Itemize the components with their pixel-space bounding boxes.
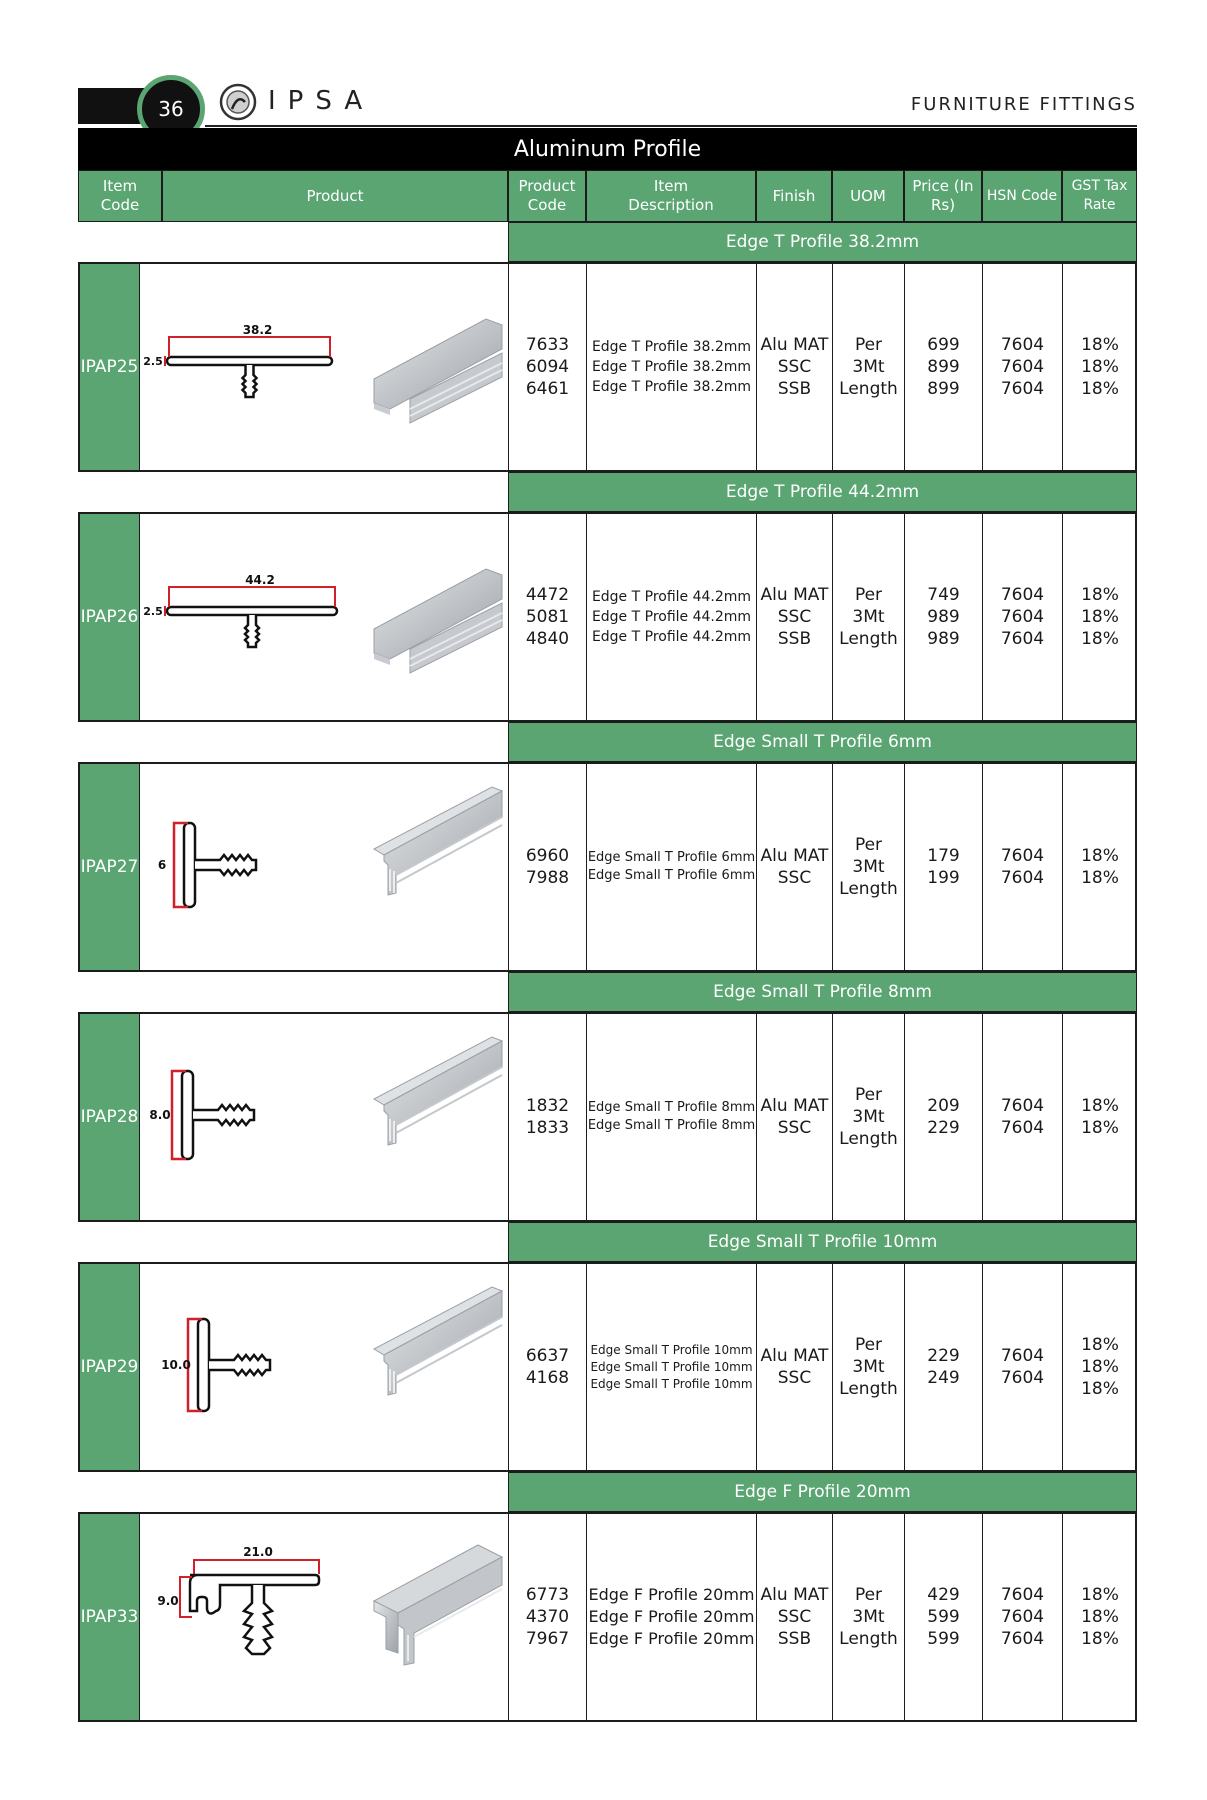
group-title: Edge F Profile 20mm xyxy=(734,1482,911,1502)
cell-value: Edge Small T Profile 8mm xyxy=(587,1118,756,1133)
cell-value: 18% xyxy=(1081,335,1119,355)
cell-value: 699 xyxy=(927,335,960,355)
group-title-bar xyxy=(508,972,1137,1012)
width-dimension-label: 44.2 xyxy=(245,573,275,587)
cell-value: 899 xyxy=(927,357,960,377)
cell-descriptions xyxy=(587,1262,756,1472)
cell-value: 18% xyxy=(1081,1379,1119,1399)
item-code: IPAP26 xyxy=(80,607,139,627)
cell-value: SSC xyxy=(777,1607,812,1627)
header-rule xyxy=(205,125,1137,127)
cell-value: SSC xyxy=(777,868,812,888)
col-head-hsn-code xyxy=(982,170,1062,222)
item-code-cell xyxy=(80,514,140,720)
cell-value: Length xyxy=(839,1129,898,1149)
cell-hsn xyxy=(983,762,1062,972)
cell-value: Length xyxy=(839,379,898,399)
cell-value: 3Mt xyxy=(852,1607,885,1627)
group-title-bar xyxy=(508,222,1137,262)
cell-prices xyxy=(905,512,982,722)
item-code-cell xyxy=(80,1014,140,1220)
cell-gst xyxy=(1063,762,1137,972)
product-photo xyxy=(374,319,502,423)
cell-value: 989 xyxy=(927,607,960,627)
cell-value: Alu MAT xyxy=(760,1346,829,1366)
cell-value: 749 xyxy=(927,585,960,605)
group-title-bar xyxy=(508,472,1137,512)
col-head-label: Item Code xyxy=(100,177,140,214)
cell-value: Alu MAT xyxy=(760,846,829,866)
cell-product-codes xyxy=(509,1012,586,1222)
cell-value: Edge T Profile 38.2mm xyxy=(591,379,752,395)
product-technical-drawing xyxy=(142,767,502,967)
item-code: IPAP28 xyxy=(80,1107,139,1127)
col-head-label: HSN Code xyxy=(986,187,1058,204)
cell-value: 3Mt xyxy=(852,1357,885,1377)
cell-value: Alu MAT xyxy=(760,1096,829,1116)
cell-prices xyxy=(905,1262,982,1472)
cell-value: 4472 xyxy=(525,585,570,605)
col-head-label: GST Tax Rate xyxy=(1071,178,1128,213)
cell-value: Edge F Profile 20mm xyxy=(588,1607,755,1626)
product-photo-group xyxy=(374,1037,502,1145)
product-technical-drawing xyxy=(142,517,502,717)
cell-value: Edge Small T Profile 8mm xyxy=(587,1100,756,1115)
cell-value: SSB xyxy=(777,1629,812,1649)
product-photo xyxy=(374,1037,502,1145)
item-code-cell xyxy=(80,1264,140,1470)
cell-value: 3Mt xyxy=(852,857,885,877)
group-title: Edge Small T Profile 6mm xyxy=(713,732,932,752)
cell-value: 4840 xyxy=(525,629,570,649)
cell-finishes xyxy=(757,512,832,722)
cell-gst xyxy=(1063,1262,1137,1472)
page-number: 36 xyxy=(158,97,184,121)
cell-value: Edge Small T Profile 10mm xyxy=(590,1359,753,1374)
cell-descriptions xyxy=(587,512,756,722)
cell-value: 7604 xyxy=(1000,629,1045,649)
cell-value: 7967 xyxy=(525,1629,570,1649)
table-title: Aluminum Profile xyxy=(78,128,1137,170)
group-title: Edge Small T Profile 10mm xyxy=(707,1232,938,1252)
cell-product-codes xyxy=(509,262,586,472)
cell-value: SSC xyxy=(777,1368,812,1388)
item-code: IPAP25 xyxy=(80,357,139,377)
cell-value: 6461 xyxy=(525,379,570,399)
profile-stem xyxy=(195,855,256,875)
product-photo xyxy=(374,1287,502,1395)
cell-uom xyxy=(833,1012,904,1222)
cell-finishes xyxy=(757,762,832,972)
cell-product-codes xyxy=(509,1262,586,1472)
cell-value: 4168 xyxy=(525,1368,570,1388)
group-title-bar xyxy=(508,1222,1137,1262)
cell-value: 7604 xyxy=(1000,868,1045,888)
cell-value: Edge T Profile 44.2mm xyxy=(591,609,752,625)
cell-value: 1832 xyxy=(525,1096,570,1116)
cell-descriptions xyxy=(587,1512,756,1722)
cell-value: Edge Small T Profile 10mm xyxy=(590,1376,753,1391)
cell-hsn xyxy=(983,262,1062,472)
col-head-label: Finish xyxy=(772,186,816,205)
cell-value: 7604 xyxy=(1000,585,1045,605)
cell-prices xyxy=(905,762,982,972)
cell-uom xyxy=(833,512,904,722)
cell-descriptions xyxy=(587,762,756,972)
cell-hsn xyxy=(983,512,1062,722)
cell-value: 229 xyxy=(927,1118,960,1138)
cell-value: SSC xyxy=(777,1118,812,1138)
cell-value: 7633 xyxy=(525,335,570,355)
width-dimension-label: 21.0 xyxy=(243,1545,273,1559)
cell-value: 18% xyxy=(1081,379,1119,399)
col-head-price xyxy=(904,170,982,222)
cell-value: Edge F Profile 20mm xyxy=(588,1585,755,1604)
cell-value: 3Mt xyxy=(852,357,885,377)
product-photo xyxy=(374,1545,502,1665)
thickness-dimension-label: 2.5 xyxy=(143,605,163,618)
product-technical-drawing xyxy=(142,1267,502,1467)
cell-value: 18% xyxy=(1081,846,1119,866)
col-head-label: UOM xyxy=(850,186,886,205)
width-dimension-line xyxy=(169,587,335,607)
cell-value: 899 xyxy=(927,379,960,399)
group-title: Edge T Profile 44.2mm xyxy=(725,482,920,502)
cell-value: Per xyxy=(854,1335,883,1355)
cell-value: 179 xyxy=(927,846,960,866)
profile-stem xyxy=(193,1105,254,1125)
profile-bar xyxy=(184,823,195,907)
cell-value: Length xyxy=(839,629,898,649)
cell-value: 7604 xyxy=(1000,357,1045,377)
cell-value: 7604 xyxy=(1000,607,1045,627)
cell-value: SSC xyxy=(777,357,812,377)
cell-product-codes xyxy=(509,512,586,722)
cell-hsn xyxy=(983,1512,1062,1722)
cell-hsn xyxy=(983,1012,1062,1222)
cell-value: SSB xyxy=(777,379,812,399)
cell-value: 429 xyxy=(927,1585,960,1605)
col-head-uom xyxy=(832,170,904,222)
col-head-item-code xyxy=(78,170,162,222)
cell-uom xyxy=(833,1262,904,1472)
cell-value: Edge T Profile 44.2mm xyxy=(591,589,752,605)
cell-finishes xyxy=(757,1262,832,1472)
cell-value: Edge T Profile 38.2mm xyxy=(591,359,752,375)
cell-value: Alu MAT xyxy=(760,585,829,605)
group-title-bar xyxy=(508,722,1137,762)
profile-stem xyxy=(245,615,259,647)
cell-value: 18% xyxy=(1081,629,1119,649)
item-code-cell xyxy=(80,264,140,470)
cell-value: Length xyxy=(839,1379,898,1399)
cell-prices xyxy=(905,1512,982,1722)
cell-value: 7604 xyxy=(1000,1096,1045,1116)
cell-value: Alu MAT xyxy=(760,335,829,355)
group-title: Edge T Profile 38.2mm xyxy=(725,232,920,252)
cell-value: Edge Small T Profile 10mm xyxy=(590,1342,753,1357)
cell-value: 989 xyxy=(927,629,960,649)
cell-value: Length xyxy=(839,879,898,899)
cell-value: 6773 xyxy=(525,1585,570,1605)
cell-value: 599 xyxy=(927,1629,960,1649)
cell-value: 7604 xyxy=(1000,1368,1045,1388)
cell-value: Length xyxy=(839,1629,898,1649)
cell-value: Alu MAT xyxy=(760,1585,829,1605)
cell-value: 18% xyxy=(1081,585,1119,605)
cell-finishes xyxy=(757,1512,832,1722)
cell-value: 4370 xyxy=(525,1607,570,1627)
item-code: IPAP27 xyxy=(80,857,139,877)
cell-descriptions xyxy=(587,262,756,472)
cell-value: 7988 xyxy=(525,868,570,888)
col-head-label: Product xyxy=(306,186,364,205)
cell-value: 7604 xyxy=(1000,846,1045,866)
product-technical-drawing xyxy=(142,1017,502,1217)
cell-value: SSB xyxy=(777,629,812,649)
cell-value: 18% xyxy=(1081,1118,1119,1138)
col-head-product-code xyxy=(508,170,586,222)
cell-value: 229 xyxy=(927,1346,960,1366)
cell-value: 209 xyxy=(927,1096,960,1116)
item-code-cell xyxy=(80,1514,140,1720)
col-head-item-description xyxy=(586,170,756,222)
profile-bar xyxy=(182,1071,193,1159)
cell-value: Edge T Profile 38.2mm xyxy=(591,339,752,355)
cell-uom xyxy=(833,262,904,472)
profile-stem xyxy=(244,1585,272,1654)
product-photo-group xyxy=(374,319,502,423)
cell-value: Per xyxy=(854,835,883,855)
item-code: IPAP33 xyxy=(80,1607,139,1627)
cell-value: 7604 xyxy=(1000,1585,1045,1605)
cell-value: 6094 xyxy=(525,357,570,377)
cell-prices xyxy=(905,1012,982,1222)
profile-flange xyxy=(167,357,332,365)
cell-value: 18% xyxy=(1081,1629,1119,1649)
col-head-gst xyxy=(1062,170,1137,222)
cell-value: 18% xyxy=(1081,1335,1119,1355)
group-title: Edge Small T Profile 8mm xyxy=(713,982,932,1002)
cell-value: Edge T Profile 44.2mm xyxy=(591,629,752,645)
profile-flange xyxy=(167,607,337,615)
width-dimension-line xyxy=(194,1560,319,1574)
cell-gst xyxy=(1063,262,1137,472)
cell-value: 7604 xyxy=(1000,1607,1045,1627)
col-head-label: Price (In Rs) xyxy=(912,177,974,214)
cell-value: 7604 xyxy=(1000,335,1045,355)
cell-value: 7604 xyxy=(1000,379,1045,399)
cell-gst xyxy=(1063,1512,1137,1722)
col-head-finish xyxy=(756,170,832,222)
item-code-cell xyxy=(80,764,140,970)
width-dimension-line xyxy=(169,337,330,357)
cell-value: 18% xyxy=(1081,1607,1119,1627)
cell-value: 18% xyxy=(1081,1585,1119,1605)
cell-product-codes xyxy=(509,1512,586,1722)
col-head-label: Product Code xyxy=(518,177,576,214)
cell-value: 18% xyxy=(1081,1357,1119,1377)
cell-value: 18% xyxy=(1081,607,1119,627)
cell-value: Per xyxy=(854,335,883,355)
cell-value: 18% xyxy=(1081,1096,1119,1116)
cell-gst xyxy=(1063,512,1137,722)
cell-value: Edge F Profile 20mm xyxy=(588,1629,755,1648)
height-dimension-label: 9.0 xyxy=(157,1594,179,1608)
cell-prices xyxy=(905,262,982,472)
cell-value: 6960 xyxy=(525,846,570,866)
section-title: FURNITURE FITTINGS xyxy=(910,94,1137,115)
cell-descriptions xyxy=(587,1012,756,1222)
cell-finishes xyxy=(757,262,832,472)
product-technical-drawing xyxy=(142,1517,502,1717)
cell-uom xyxy=(833,1512,904,1722)
cell-value: 1833 xyxy=(525,1118,570,1138)
cell-value: 3Mt xyxy=(852,1107,885,1127)
brand-name: IPSA xyxy=(268,86,375,116)
cell-value: 7604 xyxy=(1000,1118,1045,1138)
cell-value: Edge Small T Profile 6mm xyxy=(587,868,756,883)
cell-value: Per xyxy=(854,1085,883,1105)
product-photo-group xyxy=(374,1545,502,1665)
product-photo-group xyxy=(374,1287,502,1395)
cell-finishes xyxy=(757,1012,832,1222)
group-title-bar xyxy=(508,1472,1137,1512)
col-head-label: Item Description xyxy=(628,177,714,214)
cell-value: 5081 xyxy=(525,607,570,627)
cell-gst xyxy=(1063,1012,1137,1222)
height-dimension-label: 10.0 xyxy=(161,1358,191,1372)
cell-uom xyxy=(833,762,904,972)
cell-value: Edge Small T Profile 6mm xyxy=(587,850,756,865)
item-code: IPAP29 xyxy=(80,1357,139,1377)
thickness-dimension-label: 2.5 xyxy=(143,355,163,368)
profile-bar xyxy=(198,1319,209,1411)
cell-value: SSC xyxy=(777,607,812,627)
cell-hsn xyxy=(983,1262,1062,1472)
cell-value: 18% xyxy=(1081,868,1119,888)
product-photo-group xyxy=(374,787,502,895)
cell-value: 6637 xyxy=(525,1346,570,1366)
cell-value: 3Mt xyxy=(852,607,885,627)
col-head-product xyxy=(162,170,508,222)
profile-stem xyxy=(243,365,257,397)
cell-value: 199 xyxy=(927,868,960,888)
cell-value: 599 xyxy=(927,1607,960,1627)
height-dimension-label: 8.0 xyxy=(149,1108,171,1122)
product-photo-group xyxy=(374,569,502,673)
brand-logo-icon xyxy=(218,82,258,122)
product-technical-drawing xyxy=(142,267,502,467)
cell-product-codes xyxy=(509,762,586,972)
height-dimension-label: 6 xyxy=(157,858,167,872)
cell-value: 7604 xyxy=(1000,1629,1045,1649)
product-photo xyxy=(374,569,502,673)
cell-value: Per xyxy=(854,1585,883,1605)
cell-value: 249 xyxy=(927,1368,960,1388)
profile-stem xyxy=(209,1355,270,1375)
cell-value: 18% xyxy=(1081,357,1119,377)
product-photo xyxy=(374,787,502,895)
width-dimension-label: 38.2 xyxy=(242,323,273,337)
cell-value: 7604 xyxy=(1000,1346,1045,1366)
cell-value: Per xyxy=(854,585,883,605)
